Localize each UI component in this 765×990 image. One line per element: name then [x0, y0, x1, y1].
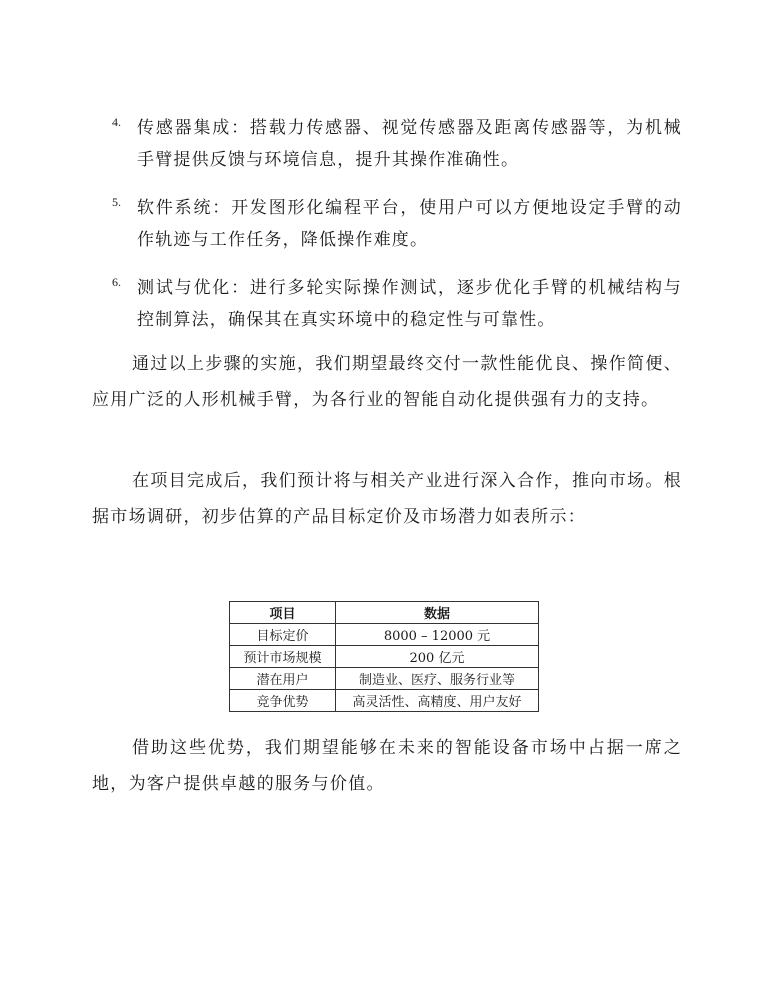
- table-header-row: [230, 602, 539, 624]
- list-item-text: 测试与优化：进行多轮实际操作测试，逐步优化手臂的机械结构与控制算法，确保其在真实环境中的稳定性与可靠性。: [137, 278, 682, 330]
- list-item-number: 4.: [112, 115, 121, 129]
- table-cell-label: 竞争优势: [230, 690, 336, 712]
- market-table: [229, 601, 539, 712]
- list-item-number: 5.: [112, 195, 121, 209]
- table-cell-label: 预计市场规模: [230, 646, 336, 668]
- table-cell-value: 200 亿元: [336, 646, 539, 668]
- table-row: [230, 668, 539, 690]
- list-item-text: 软件系统：开发图形化编程平台，使用户可以方便地设定手臂的动作轨迹与工作任务，降低操作难度。: [137, 198, 682, 250]
- table-header-cell: 项目: [230, 602, 336, 624]
- paragraph-conclusion: 借助这些优势，我们期望能够在未来的智能设备市场中占据一席之地，为客户提供卓越的服务与价值。: [92, 738, 682, 794]
- paragraph-market: 在项目完成后，我们预计将与相关产业进行深入合作，推向市场。根据市场调研，初步估算的产品目标定价及市场潜力如表所示：: [92, 471, 682, 527]
- table-row: [230, 646, 539, 668]
- list-item-text: 传感器集成：搭载力传感器、视觉传感器及距离传感器等，为机械手臂提供反馈与环境信息，提升其操作准确性。: [137, 118, 682, 170]
- table-cell-value: 8000 – 12000 元: [336, 624, 539, 646]
- table-cell-label: 目标定价: [230, 624, 336, 646]
- table-cell-value: 高灵活性、高精度、用户友好: [336, 690, 539, 712]
- table-header-cell: 数据: [336, 602, 539, 624]
- table-cell-label: 潜在用户: [230, 668, 336, 690]
- paragraph-summary: 通过以上步骤的实施，我们期望最终交付一款性能优良、操作简便、应用广泛的人形机械手臂，为各行业的智能自动化提供强有力的支持。: [92, 354, 682, 410]
- table-cell-value: 制造业、医疗、服务行业等: [336, 668, 539, 690]
- table-row: [230, 690, 539, 712]
- list-item-number: 6.: [112, 275, 121, 289]
- table-row: [230, 624, 539, 646]
